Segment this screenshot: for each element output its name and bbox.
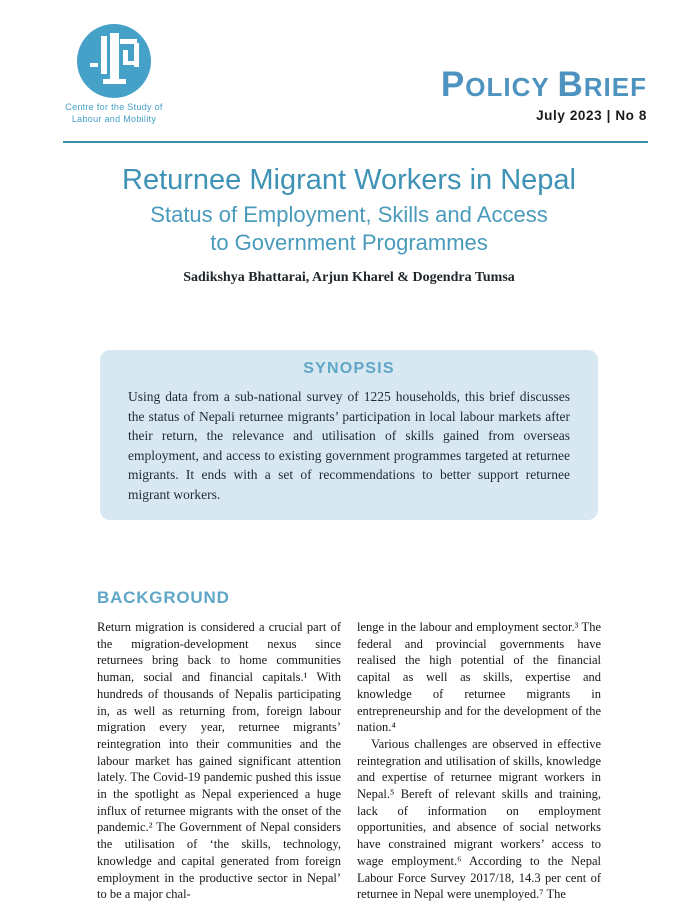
wordmark-p-initial: P	[440, 65, 466, 104]
background-paragraph-left: Return migration is considered a crucial part of the migration-development nexus since returnees bring back to home communities human, social and financial capitals.¹ With hundreds of thousands of Nepalis participating in, as well as returning from, foreign labour migration every year, returnee migrants’ reintegration into their communities and the labour market has gained significant attention lately. The Covid-19 pandemic pushed this issue in the spotlight as Nepal experienced a huge influx of returnee migrants with the onset of the pandemic.² The Government of Nepal considers the utilisation of ‘the skills, technology, knowledge and capital generated from foreign employment in the productive sector in Nepal’ to be a major chal-	[97, 620, 341, 902]
background-paragraph-right-1: lenge in the labour and employment sector.³ The federal and provincial governments have realised the high potential of the financial capital as well as skills, expertise and knowledge of returnee migrants in entrepreneurship and for the development of the nation.⁴	[357, 620, 601, 735]
synopsis-box	[100, 350, 598, 520]
logo	[34, 24, 194, 125]
masthead-right	[440, 65, 647, 123]
background-section	[97, 588, 601, 903]
title-block	[0, 164, 698, 286]
page-subtitle-line2: to Government Programmes	[210, 230, 488, 255]
column-left	[97, 619, 341, 903]
masthead	[0, 0, 698, 125]
authors: Sadikshya Bhattarai, Arjun Kharel & Dogendra Tumsa	[183, 270, 515, 285]
logo-org-name	[34, 101, 194, 125]
background-paragraph-right-2: Various challenges are observed in effective reintegration and utilisation of skills, knowledge and expertise of returnee migrant workers in Nepal.⁵ Bereft of relevant skills and training, lack of information on employment opportunities, and absence of social networks have constrained migrant workers’ access to wage employment.⁶ According to the Nepal Labour Force Survey 2017/18, 14.3 per cent of returnee in Nepal were unemployed.⁷ The	[357, 736, 601, 902]
logo-org-line2: Labour and Mobility	[71, 114, 157, 124]
policy-brief-wordmark	[440, 65, 647, 104]
ceslam-logo-icon	[77, 24, 151, 98]
column-right	[357, 619, 601, 903]
page-title: Returnee Migrant Workers in Nepal	[122, 164, 576, 196]
synopsis-text: Using data from a sub-national survey of 1225 households, this brief discusses the status of Nepali returnee migrants’ participation in local labour markets after their return, the relevance and utilisation of skills gained from overseas employment, and access to existing government programmes targeted at returnee migrants. It ends with a set of recommendations to better support returnee migrant workers.	[128, 389, 570, 502]
background-heading: BACKGROUND	[97, 588, 230, 607]
logo-org-line1: Centre for the Study of	[65, 102, 163, 112]
two-column-layout	[97, 619, 601, 903]
wordmark-p-rest: OLICY	[465, 72, 550, 102]
header-divider	[63, 141, 648, 143]
wordmark-b-initial: B	[557, 65, 584, 104]
issue-line: July 2023 | No 8	[536, 108, 647, 123]
page-subtitle-line1: Status of Employment, Skills and Access	[150, 202, 548, 227]
synopsis-heading: SYNOPSIS	[303, 360, 395, 377]
wordmark-b-rest: RIEF	[583, 72, 647, 102]
